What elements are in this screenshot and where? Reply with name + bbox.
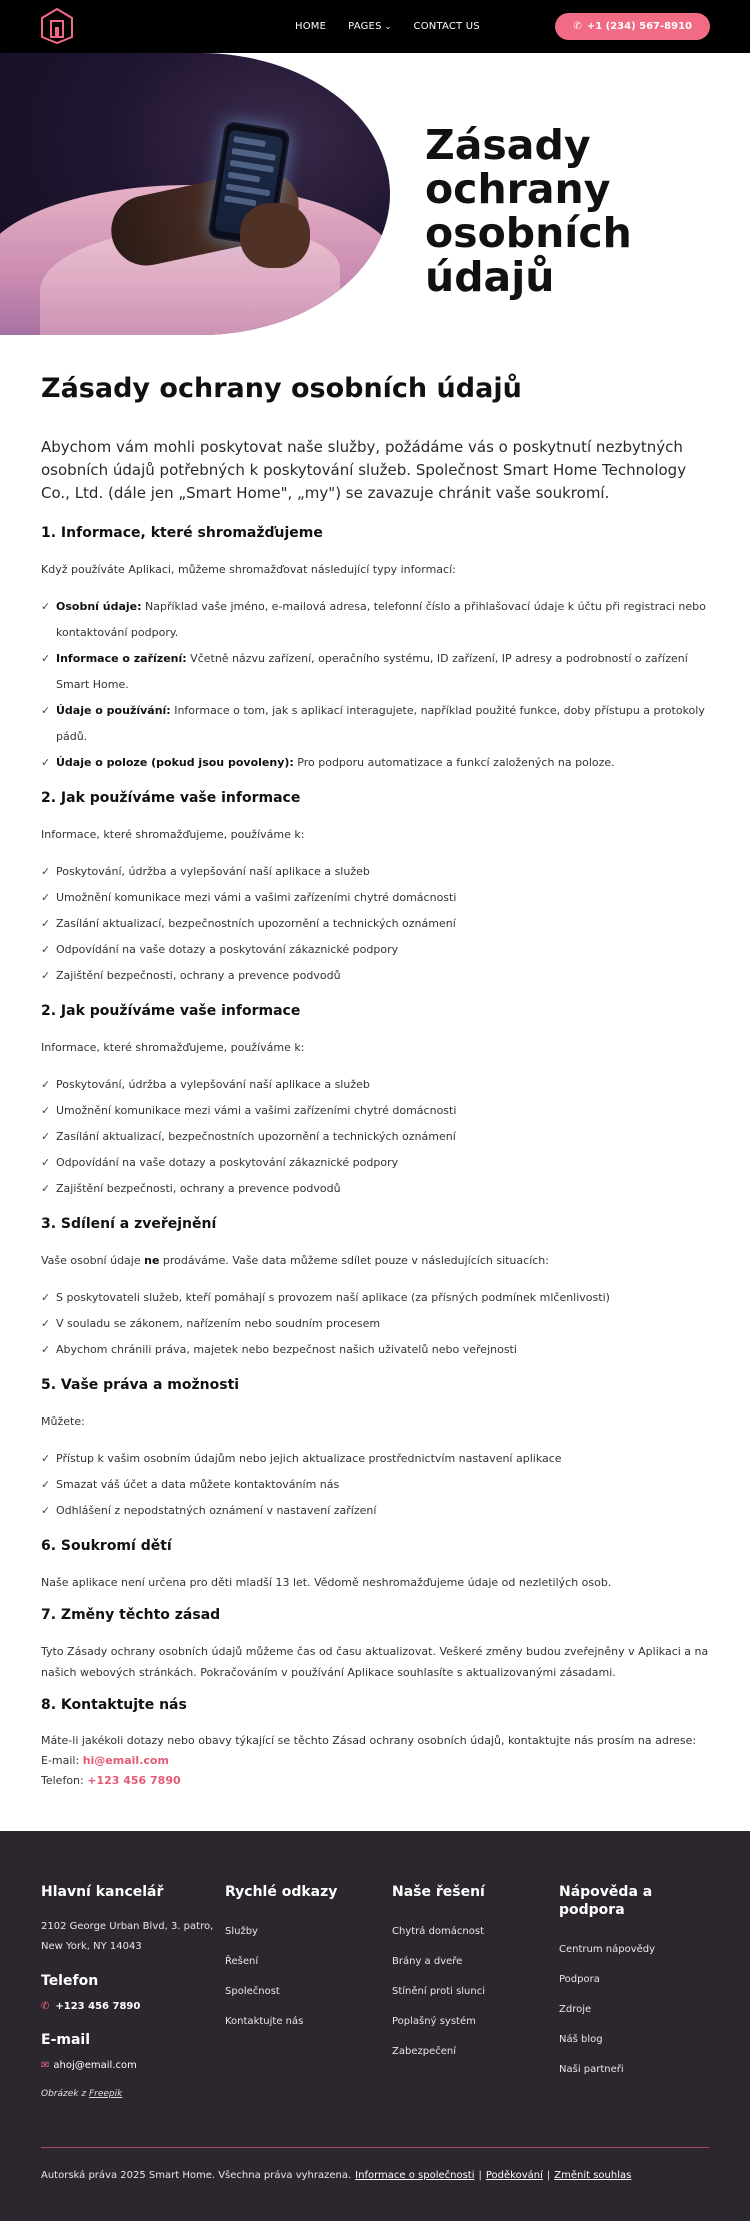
- nav-contact-label: CONTACT US: [413, 21, 480, 32]
- list-item: ✓ S poskytovateli služeb, kteří pomáhají s provozem naší aplikace (za přísných podmínek mlčenlivosti): [41, 1285, 709, 1311]
- change-consent-link[interactable]: Změnit souhlas: [554, 2170, 632, 2181]
- footer-link[interactable]: Stínění proti slunci: [392, 1986, 486, 1997]
- footer-subheading: Telefon: [41, 1973, 99, 1989]
- footer-link[interactable]: Chytrá domácnost: [392, 1926, 484, 1937]
- check-icon: ✓: [41, 600, 51, 613]
- nav-home[interactable]: [295, 21, 326, 32]
- check-icon: ✓: [41, 917, 51, 930]
- check-icon: ✓: [41, 943, 51, 956]
- check-icon: ✓: [41, 1343, 51, 1356]
- check-icon: ✓: [41, 1291, 51, 1304]
- main-menu: [295, 0, 480, 53]
- section-title: 8. Kontaktujte nás: [41, 1697, 187, 1713]
- hero-image: [0, 53, 390, 335]
- check-icon: ✓: [41, 756, 51, 769]
- check-icon: ✓: [41, 1078, 51, 1091]
- check-icon: ✓: [41, 1478, 51, 1491]
- usage-list: [41, 859, 709, 989]
- footer-office-column: [41, 1883, 225, 2099]
- list-item: ✓ Umožnění komunikace mezi vámi a vašimi zařízeními chytré domácnosti: [41, 1098, 709, 1124]
- list-item: ✓ Poskytování, údržba a vylepšování naší aplikace a služeb: [41, 1072, 709, 1098]
- footer-quick-links-column: [225, 1883, 392, 2099]
- page-title: Zásady ochrany osobních údajů: [41, 373, 522, 404]
- nav-pages[interactable]: [348, 21, 391, 32]
- footer-link[interactable]: Centrum nápovědy: [559, 1944, 656, 1955]
- footer-subheading: E-mail: [41, 2032, 91, 2048]
- footer-phone[interactable]: ✆ +123 456 7890: [41, 2001, 141, 2012]
- section-lead: Informace, které shromažďujeme, používáme k:: [41, 828, 305, 841]
- section-title: 2. Jak používáme vaše informace: [41, 790, 301, 806]
- footer-link[interactable]: Podpora: [559, 1974, 600, 1985]
- check-icon: ✓: [41, 1182, 51, 1195]
- footer-link[interactable]: Brány a dveře: [392, 1956, 463, 1967]
- footer-link[interactable]: Řešení: [225, 1956, 259, 1967]
- section-lead: Můžete:: [41, 1415, 85, 1428]
- list-item: ✓ Údaje o poloze (pokud jsou povoleny): Pro podporu automatizace a funkcí založených na poloze.: [41, 750, 709, 776]
- check-icon: ✓: [41, 1504, 51, 1517]
- footer-email[interactable]: ✉ ahoj@email.com: [41, 2060, 137, 2071]
- chevron-down-icon: ⌄: [384, 22, 392, 31]
- phone-icon: ✆: [41, 2001, 50, 2012]
- section-lead: Vaše osobní údaje ne prodáváme. Vaše data můžeme sdílet pouze v následujících situacích:: [41, 1254, 549, 1267]
- separator: |: [546, 2170, 551, 2181]
- list-item: ✓ Odpovídání na vaše dotazy a poskytování zákaznické podpory: [41, 1150, 709, 1176]
- contact-email-line: E-mail: hi@email.com: [41, 1754, 169, 1767]
- list-item: ✓ Přístup k vašim osobním údajům nebo jejich aktualizace prostřednictvím nastavení aplikace: [41, 1446, 709, 1472]
- list-item: ✓ Osobní údaje: Například vaše jméno, e-mailová adresa, telefonní číslo a přihlašovací údaje k účtu při registraci nebo kontaktování podpory.: [41, 594, 709, 646]
- footer-link[interactable]: Zabezpečení: [392, 2046, 456, 2057]
- section-text: Máte-li jakékoli dotazy nebo obavy týkající se těchto Zásad ochrany osobních údajů, kontaktujte nás prosím na adrese:: [41, 1734, 697, 1747]
- section-lead: Když používáte Aplikaci, můžeme shromažďovat následující typy informací:: [41, 563, 456, 576]
- footer-link[interactable]: Kontaktujte nás: [225, 2016, 304, 2027]
- policy-content: [0, 335, 750, 1831]
- list-item: ✓ Údaje o používání: Informace o tom, jak s aplikací interagujete, například použité funkce, doby přístupu a protokoly pádů.: [41, 698, 709, 750]
- contact-phone-line: Telefon: +123 456 7890: [41, 1774, 181, 1787]
- footer-link[interactable]: Náš blog: [559, 2034, 603, 2045]
- company-info-link[interactable]: Informace o společnosti: [355, 2170, 475, 2181]
- footer-help-column: [559, 1883, 709, 2099]
- list-item: ✓ Smazat váš účet a data můžete kontaktováním nás: [41, 1472, 709, 1498]
- section-text: Naše aplikace není určena pro děti mladší 13 let. Vědomě neshromažďujeme údaje od nezletilých osob.: [41, 1576, 612, 1589]
- image-credit: Obrázek z Freepik: [41, 2089, 123, 2099]
- phone-icon: ✆: [573, 21, 582, 32]
- check-icon: ✓: [41, 1130, 51, 1143]
- check-icon: ✓: [41, 891, 51, 904]
- list-item: ✓ Zajištění bezpečnosti, ochrany a prevence podvodů: [41, 963, 709, 989]
- office-address: 2102 George Urban Blvd, 3. patro, New York, NY 14043: [41, 1921, 214, 1952]
- info-collected-list: [41, 594, 709, 776]
- footer-heading: Nápověda a podpora: [559, 1884, 653, 1918]
- check-icon: ✓: [41, 1156, 51, 1169]
- contact-email-link[interactable]: hi@email.com: [82, 1754, 169, 1767]
- list-item: ✓ Odpovídání na vaše dotazy a poskytování zákaznické podpory: [41, 937, 709, 963]
- check-icon: ✓: [41, 652, 51, 665]
- section-text: Tyto Zásady ochrany osobních údajů můžeme čas od času aktualizovat. Veškeré změny budou zveřejněny v Aplikaci a na našich webových stránkách. Pokračováním v používání Aplikace souhlasíte s aktualizovanými zásadami.: [41, 1645, 709, 1679]
- check-icon: ✓: [41, 865, 51, 878]
- check-icon: ✓: [41, 704, 51, 717]
- footer-divider: [41, 2147, 709, 2148]
- nav-pages-label: PAGES: [348, 21, 382, 32]
- footer-link[interactable]: Naši partneři: [559, 2064, 624, 2075]
- freepik-link[interactable]: Freepik: [88, 2089, 123, 2099]
- mail-icon: ✉: [41, 2060, 50, 2071]
- hero-section: [0, 53, 750, 335]
- call-button-label: +1 (234) 567-8910: [586, 21, 692, 32]
- intro-text: Abychom vám mohli poskytovat naše služby, požádáme vás o poskytnutí nezbytných osobních údajů potřebných k poskytování služeb. Společnost Smart Home Technology Co., Ltd. (dále jen „Smart Home", „my") se zavazuje chránit vaše soukromí.: [41, 438, 687, 502]
- footer-heading: Rychlé odkazy: [225, 1884, 338, 1900]
- section-lead: Informace, které shromažďujeme, používáme k:: [41, 1041, 305, 1054]
- sharing-list: [41, 1285, 709, 1363]
- call-button[interactable]: [555, 13, 710, 40]
- check-icon: ✓: [41, 1104, 51, 1117]
- separator: |: [478, 2170, 482, 2181]
- nav-contact-us[interactable]: [414, 21, 480, 32]
- nav-home-label: HOME: [295, 21, 327, 32]
- section-title: 6. Soukromí dětí: [41, 1538, 172, 1554]
- list-item: ✓ Poskytování, údržba a vylepšování naší aplikace a služeb: [41, 859, 709, 885]
- footer-heading: Hlavní kancelář: [41, 1884, 164, 1900]
- check-icon: ✓: [41, 1317, 51, 1330]
- hero-title: Zásady ochrany osobních údajů: [425, 121, 632, 301]
- check-icon: ✓: [41, 969, 51, 982]
- list-item: ✓ Odhlášení z nepodstatných oznámení v nastavení zařízení: [41, 1498, 709, 1524]
- footer-link[interactable]: Zdroje: [559, 2004, 592, 2015]
- footer-link[interactable]: Poplašný systém: [392, 2016, 476, 2027]
- section-title: 7. Změny těchto zásad: [41, 1607, 221, 1623]
- house-logo-icon[interactable]: [40, 7, 74, 45]
- section-title: 1. Informace, které shromažďujeme: [41, 525, 323, 541]
- list-item: ✓ Zasílání aktualizací, bezpečnostních upozornění a technických oznámení: [41, 1124, 709, 1150]
- footer-link[interactable]: Společnost: [225, 1986, 280, 1997]
- list-item: ✓ Zasílání aktualizací, bezpečnostních upozornění a technických oznámení: [41, 911, 709, 937]
- contact-phone-link[interactable]: +123 456 7890: [87, 1774, 181, 1787]
- footer-link[interactable]: Služby: [225, 1926, 258, 1937]
- list-item: ✓ Informace o zařízení: Včetně názvu zařízení, operačního systému, ID zařízení, IP adresy a podrobností o zařízení Smart Home.: [41, 646, 709, 698]
- list-item: ✓ V souladu se zákonem, nařízením nebo soudním procesem: [41, 1311, 709, 1337]
- rights-list: [41, 1446, 709, 1524]
- list-item: ✓ Abychom chránili práva, majetek nebo bezpečnost našich uživatelů nebo veřejnosti: [41, 1337, 709, 1363]
- usage-list: [41, 1072, 709, 1202]
- section-title: 2. Jak používáme vaše informace: [41, 1003, 301, 1019]
- list-item: ✓ Zajištění bezpečnosti, ochrany a prevence podvodů: [41, 1176, 709, 1202]
- section-title: 3. Sdílení a zveřejnění: [41, 1216, 217, 1232]
- section-title: 5. Vaše práva a možnosti: [41, 1377, 240, 1393]
- list-item: ✓ Umožnění komunikace mezi vámi a vašimi zařízeními chytré domácnosti: [41, 885, 709, 911]
- footer-heading: Naše řešení: [392, 1884, 485, 1900]
- acknowledgements-link[interactable]: Poděkování: [485, 2170, 543, 2181]
- copyright-text: Autorská práva 2025 Smart Home. Všechna práva vyhrazena.: [41, 2170, 352, 2181]
- check-icon: ✓: [41, 1452, 51, 1465]
- site-footer: [0, 1831, 750, 2221]
- footer-solutions-column: [392, 1883, 559, 2099]
- top-navbar: [0, 0, 750, 53]
